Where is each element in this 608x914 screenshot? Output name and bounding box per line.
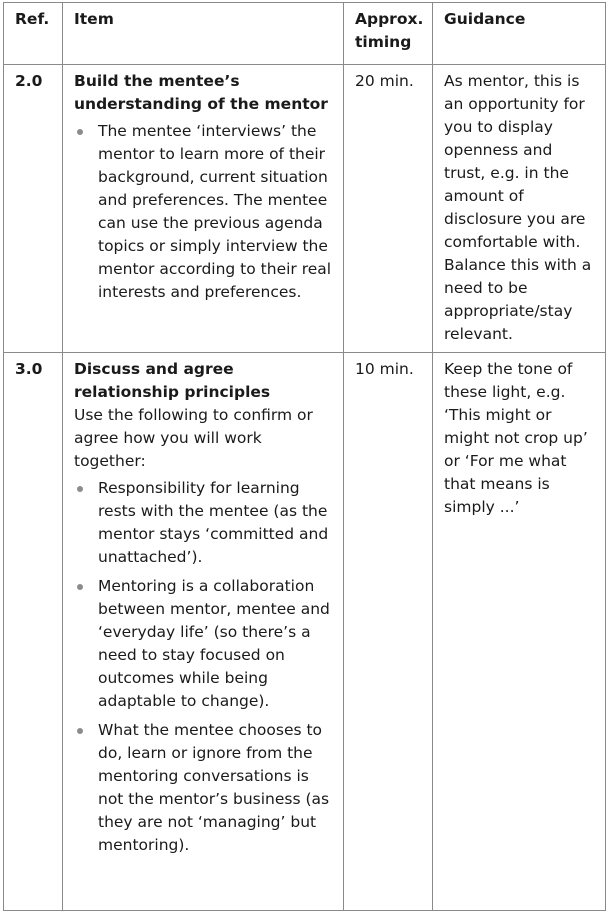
header-ref: Ref.: [4, 3, 63, 65]
row-guidance: Keep the tone of these light, e.g. ‘This might or might not crop up’ or ‘For me what that means is simply ...’: [433, 353, 606, 911]
row-ref: 2.0: [4, 65, 63, 353]
list-item: The mentee ‘interviews’ the mentor to learn more of their background, current situation and preferences. The mentee can use the previous agenda topics or simply interview the mentor according to their real interests and preferences.: [98, 120, 335, 304]
row-title: Discuss and agree relationship principles: [74, 360, 271, 401]
bullet-list: [74, 477, 335, 857]
header-item: Item: [63, 3, 344, 65]
mentoring-agenda-table: [3, 2, 606, 911]
row-item-cell: [63, 353, 344, 911]
row-item-cell: [63, 65, 344, 353]
header-guidance: Guidance: [433, 3, 606, 65]
row-timing: 10 min.: [344, 353, 433, 911]
header-timing: Approx. timing: [344, 3, 433, 65]
header-row: [4, 3, 606, 65]
list-item: Mentoring is a collaboration between mentor, mentee and ‘everyday life’ (so there’s a need to stay focused on outcomes while being adaptable to change).: [98, 575, 335, 713]
row-title: Build the mentee’s understanding of the mentor: [74, 72, 328, 113]
row-timing: 20 min.: [344, 65, 433, 353]
table-row: [4, 353, 606, 911]
bullet-list: [74, 120, 335, 304]
row-intro: Use the following to confirm or agree how you will work together:: [74, 406, 313, 470]
row-guidance: As mentor, this is an opportunity for you to display openness and trust, e.g. in the amount of disclosure you are comfortable with. Balance this with a need to be appropriate/stay relevant.: [433, 65, 606, 353]
list-item: What the mentee chooses to do, learn or ignore from the mentoring conversations is not the mentor’s business (as they are not ‘managing’ but mentoring).: [98, 719, 335, 857]
list-item: Responsibility for learning rests with the mentee (as the mentor stays ‘committed and unattached’).: [98, 477, 335, 569]
row-ref: 3.0: [4, 353, 63, 911]
table-row: [4, 65, 606, 353]
